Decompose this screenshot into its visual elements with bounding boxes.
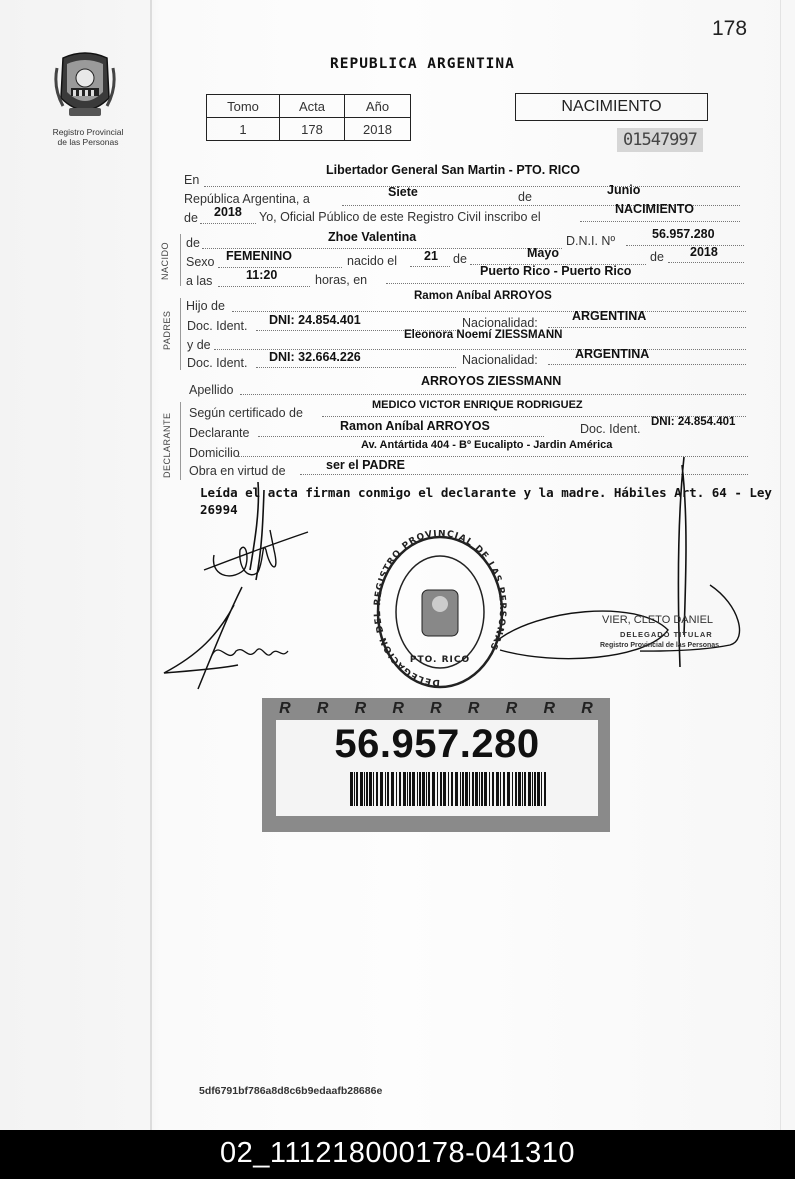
pattern-letter: R	[467, 700, 480, 717]
birth-place: Puerto Rico - Puerto Rico	[480, 264, 632, 278]
value-acta: 178	[280, 118, 345, 141]
barcode-bar	[528, 772, 531, 806]
value-tomo: 1	[207, 118, 280, 141]
official-role: DELEGADO TITULAR	[620, 630, 713, 639]
dotted-line	[548, 364, 746, 365]
barcode-bar	[475, 772, 478, 806]
barcode-bar	[354, 772, 355, 806]
de-label-1: de	[453, 252, 467, 266]
barcode-bar	[524, 772, 526, 806]
barcode-bar	[366, 772, 368, 806]
y-de-label: y de	[187, 338, 211, 352]
barcode-bar	[364, 772, 365, 806]
registration-month: Junio	[607, 183, 641, 197]
dotted-line	[386, 283, 744, 284]
obra-label: Obra en virtud de	[189, 464, 286, 478]
document-title: REPUBLICA ARGENTINA	[330, 56, 515, 72]
barcode	[350, 772, 545, 806]
father-doc-label: Doc. Ident.	[187, 319, 248, 333]
barcode-bar	[448, 772, 449, 806]
dotted-line	[548, 327, 746, 328]
barcode-bar	[396, 772, 397, 806]
barcode-bar	[376, 772, 378, 806]
dotted-line	[626, 245, 744, 246]
barcode-bar	[507, 772, 510, 806]
barcode-bar	[534, 772, 536, 806]
oficial-text: Yo, Oficial Público de este Registro Civil inscribo el	[259, 210, 541, 224]
value-anio: 2018	[345, 118, 411, 141]
inscribed-type: NACIMIENTO	[615, 202, 694, 216]
registration-year: 2018	[214, 205, 242, 219]
section-declarante-label: DECLARANTE	[162, 412, 172, 478]
republica-label: República Argentina, a	[184, 192, 310, 206]
barcode-bar	[443, 772, 446, 806]
dotted-line	[256, 367, 456, 368]
barcode-bar	[426, 772, 427, 806]
footer-id: 02_111218000178-041310	[219, 1137, 576, 1169]
barcode-bar	[387, 772, 389, 806]
barcode-bar	[532, 772, 533, 806]
pattern-letter: R	[392, 700, 404, 717]
dotted-line	[240, 394, 746, 395]
barcode-bar	[496, 772, 499, 806]
barcode-bar	[440, 772, 442, 806]
barcode-bar	[537, 772, 540, 806]
official-seal	[372, 530, 508, 695]
barcode-bar	[407, 772, 408, 806]
section-divider	[180, 402, 181, 480]
declarant-name: Ramon Aníbal ARROYOS	[340, 419, 490, 433]
dotted-line	[580, 221, 740, 222]
father-doc: DNI: 24.854.401	[269, 313, 361, 327]
page-number: 178	[712, 17, 748, 40]
barcode-bar	[432, 772, 435, 806]
barcode-bar	[484, 772, 487, 806]
dni-number: 56.957.280	[334, 722, 540, 766]
barcode-bar	[428, 772, 430, 806]
surname-value: ARROYOS ZIESSMANN	[421, 374, 562, 388]
barcode-bar	[385, 772, 386, 806]
pattern-letter: R	[430, 700, 442, 717]
barcode-bar	[481, 772, 483, 806]
barcode-bar	[373, 772, 374, 806]
registry-caption	[38, 127, 138, 147]
section-divider	[180, 234, 181, 286]
provincial-emblem	[53, 48, 117, 124]
barcode-bar	[422, 772, 425, 806]
dotted-line	[204, 186, 740, 187]
barcode-bar	[451, 772, 453, 806]
birth-year: 2018	[690, 245, 718, 259]
barcode-bar	[503, 772, 505, 806]
apellido-label: Apellido	[189, 383, 234, 397]
pattern-letter: R	[354, 700, 367, 717]
barcode-bar	[544, 772, 546, 806]
page-fold	[150, 0, 152, 1130]
serial-number: 01547997	[617, 128, 703, 152]
declarant-address: Av. Antártida 404 - Bº Eucalipto - Jardin América	[361, 439, 613, 451]
barcode-bar	[460, 772, 461, 806]
barcode-bar	[500, 772, 501, 806]
de-label: de	[518, 190, 532, 204]
registration-day: Siete	[388, 185, 418, 199]
statement-line-2: 26994	[200, 502, 238, 517]
dni-label: D.N.I. Nº	[566, 234, 616, 248]
barcode-bar	[465, 772, 468, 806]
nacido-el-label: nacido el	[347, 254, 398, 268]
dni-label-sticker	[262, 698, 610, 832]
section-padres-label: PADRES	[162, 310, 172, 350]
page-edge	[780, 0, 781, 1130]
en-label: En	[184, 173, 200, 187]
pattern-letter: R	[505, 700, 518, 717]
barcode-bar	[360, 772, 363, 806]
barcode-bar	[437, 772, 438, 806]
mother-nationality: ARGENTINA	[575, 347, 650, 361]
dotted-line	[410, 266, 450, 267]
registry-place: Libertador General San Martin - PTO. RICO	[326, 163, 580, 177]
barcode-bar	[399, 772, 401, 806]
barcode-bar	[412, 772, 415, 806]
mother-signature	[158, 585, 298, 695]
barcode-bar	[369, 772, 372, 806]
a-las-label: a las	[186, 274, 213, 288]
child-name: Zhoe Valentina	[328, 230, 417, 244]
mother-name: Eleonora Noemí ZIESSMANN	[404, 329, 563, 341]
pattern-letter: R	[581, 700, 593, 717]
barcode-bar	[541, 772, 542, 806]
dotted-line	[218, 286, 310, 287]
dotted-line	[668, 262, 744, 263]
sexo-label: Sexo	[186, 255, 215, 269]
header-acta: Acta	[280, 95, 345, 118]
barcode-bar	[356, 772, 358, 806]
barcode-bar	[350, 772, 353, 806]
horas-label: horas, en	[315, 273, 368, 287]
barcode-bar	[492, 772, 494, 806]
certificate-issuer: MEDICO VICTOR ENRIQUE RODRIGUEZ	[372, 399, 583, 411]
mother-doc: DNI: 32.664.226	[269, 350, 361, 364]
official-name: VIER, CLETO DANIEL	[602, 614, 714, 626]
mother-doc-label: Doc. Ident.	[187, 356, 248, 370]
domicilio-label: Domicilio	[189, 446, 240, 460]
barcode-bar	[380, 772, 383, 806]
child-dni: 56.957.280	[652, 227, 715, 241]
dotted-line	[258, 436, 544, 437]
barcode-bar	[455, 772, 458, 806]
section-nacido-label: NACIDO	[160, 241, 170, 280]
barcode-bar	[469, 772, 470, 806]
document-hash: 5df6791bf786a8d8c6b9edaafb28686e	[199, 1085, 383, 1097]
declarant-relation: ser el PADRE	[326, 458, 405, 472]
footer-bar	[0, 1130, 795, 1179]
declarant-doc-label: Doc. Ident.	[580, 422, 641, 436]
barcode-bar	[512, 772, 513, 806]
certificado-label: Según certificado de	[189, 406, 303, 420]
de-label-2: de	[650, 250, 664, 264]
barcode-bar	[409, 772, 411, 806]
dotted-line	[200, 223, 256, 224]
seal-ring-text: DELEGACION DEL REGISTRO PROVINCIAL DE LAS PERSONAS	[373, 530, 508, 688]
official-office: Registro Provincial de las Personas	[600, 642, 720, 649]
register-table	[206, 94, 411, 141]
birth-month: Mayo	[527, 246, 559, 260]
barcode-bar	[472, 772, 474, 806]
father-name: Ramon Aníbal ARROYOS	[414, 290, 552, 302]
statement-line-1: Leída el acta firman conmigo el declarante y la madre. Hábiles Art. 64 - Ley	[200, 485, 772, 500]
caption-line-1: Registro Provincial	[52, 127, 124, 137]
father-nationality: ARGENTINA	[572, 309, 647, 323]
header-tomo: Tomo	[207, 95, 280, 118]
security-pattern	[266, 700, 606, 720]
child-sex: FEMENINO	[226, 249, 292, 263]
pattern-letter: R	[279, 700, 291, 717]
section-divider	[180, 298, 181, 370]
dotted-line	[232, 311, 746, 312]
hijo-de-label: Hijo de	[186, 299, 225, 313]
barcode-bar	[391, 772, 394, 806]
barcode-bar	[479, 772, 480, 806]
father-nationality-label: Nacionalidad:	[462, 316, 538, 330]
mother-nationality-label: Nacionalidad:	[462, 353, 538, 367]
barcode-bar	[522, 772, 523, 806]
caption-line-2: de las Personas	[57, 137, 119, 147]
seal-bottom-text: PTO. RICO	[409, 655, 471, 665]
declarante-label: Declarante	[189, 426, 250, 440]
barcode-bar	[403, 772, 406, 806]
nacido-de-label: de	[186, 236, 200, 250]
birth-day: 21	[424, 249, 438, 263]
pattern-letter: R	[316, 700, 329, 717]
barcode-bar	[462, 772, 464, 806]
year-de-label: de	[184, 211, 198, 225]
barcode-bar	[419, 772, 421, 806]
declarant-doc: DNI: 24.854.401	[651, 416, 736, 428]
birth-time: 11:20	[246, 268, 278, 282]
header-anio: Año	[345, 95, 411, 118]
record-type-box: NACIMIENTO	[515, 93, 708, 121]
barcode-bar	[489, 772, 490, 806]
dotted-line	[218, 267, 342, 268]
barcode-bar	[417, 772, 418, 806]
barcode-bar	[518, 772, 521, 806]
barcode-bar	[515, 772, 517, 806]
pattern-letter: R	[543, 700, 556, 717]
